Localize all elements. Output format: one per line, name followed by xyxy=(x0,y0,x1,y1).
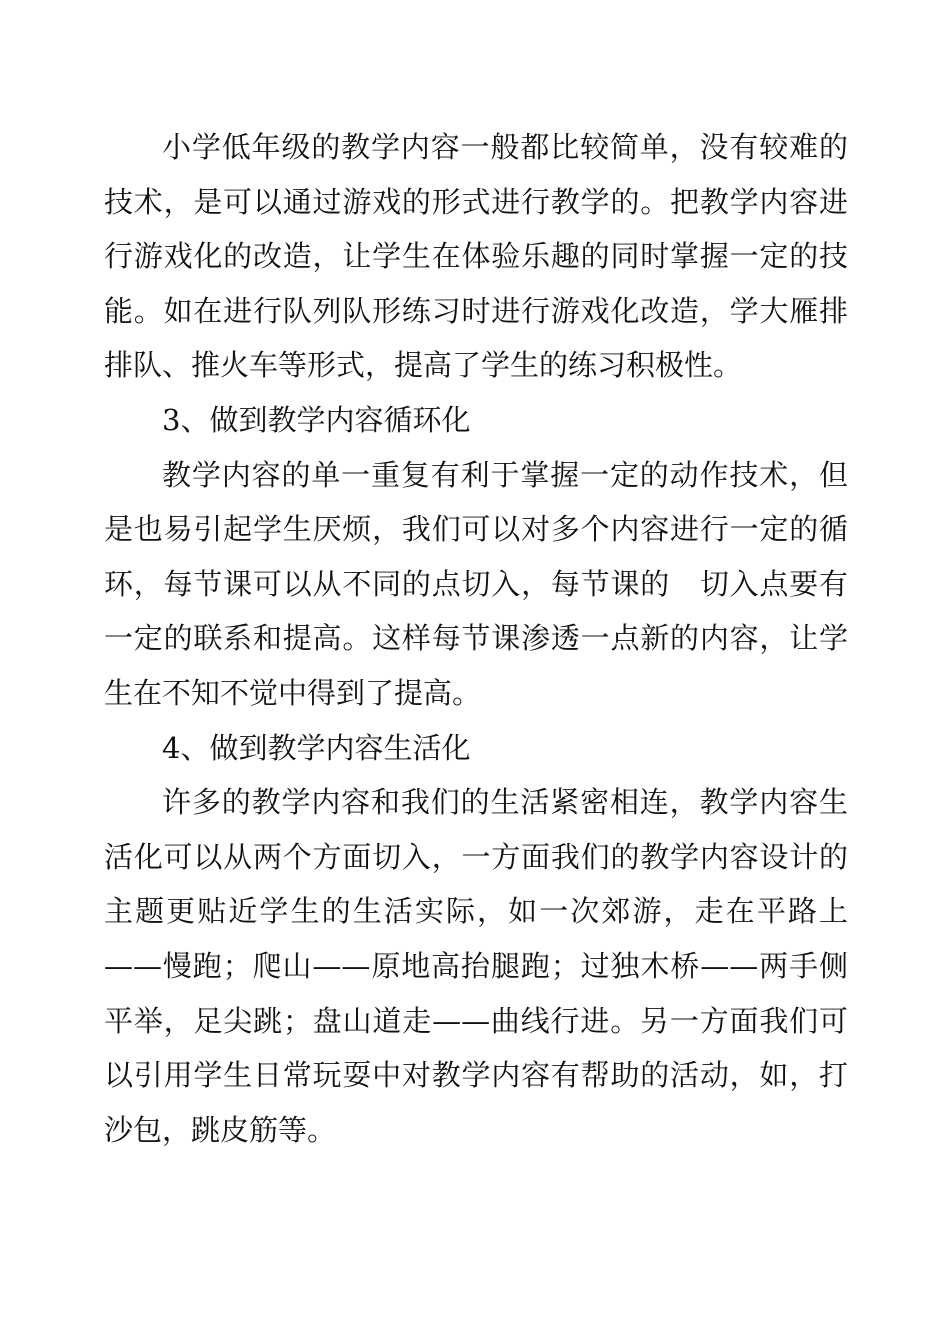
document-body xyxy=(104,120,848,1157)
heading-content-cycling: 3、做到教学内容循环化 xyxy=(162,402,471,437)
paragraph-content-cycling: 教学内容的单一重复有利于掌握一定的动作技术，但是也易引起学生厌烦，我们可以对多个内容进行一定的循环，每节课可以从不同的点切入，每节课的 切入点要有一定的联系和提高。这样每节课渗透一点新的内容，让学生在不知不觉中得到了提高。 xyxy=(104,457,848,710)
paragraph-game-teaching: 小学低年级的教学内容一般都比较简单，没有较难的技术，是可以通过游戏的形式进行教学的。把教学内容进行游戏化的改造，让学生在体验乐趣的同时掌握一定的技能。如在进行队列队形练习时进行游戏化改造，学大雁排排队、推火车等形式，提高了学生的练习积极性。 xyxy=(104,130,848,383)
heading-content-life: 4、做到教学内容生活化 xyxy=(162,730,471,765)
paragraph-content-life: 许多的教学内容和我们的生活紧密相连，教学内容生活化可以从两个方面切入，一方面我们的教学内容设计的主题更贴近学生的生活实际，如一次郊游，走在平路上——慢跑；爬山——原地高抬腿跑；过独木桥——两手侧平举，足尖跳；盘山道走——曲线行进。另一方面我们可以引用学生日常玩耍中对教学内容有帮助的活动，如，打沙包，跳皮筋等。 xyxy=(104,785,848,1147)
